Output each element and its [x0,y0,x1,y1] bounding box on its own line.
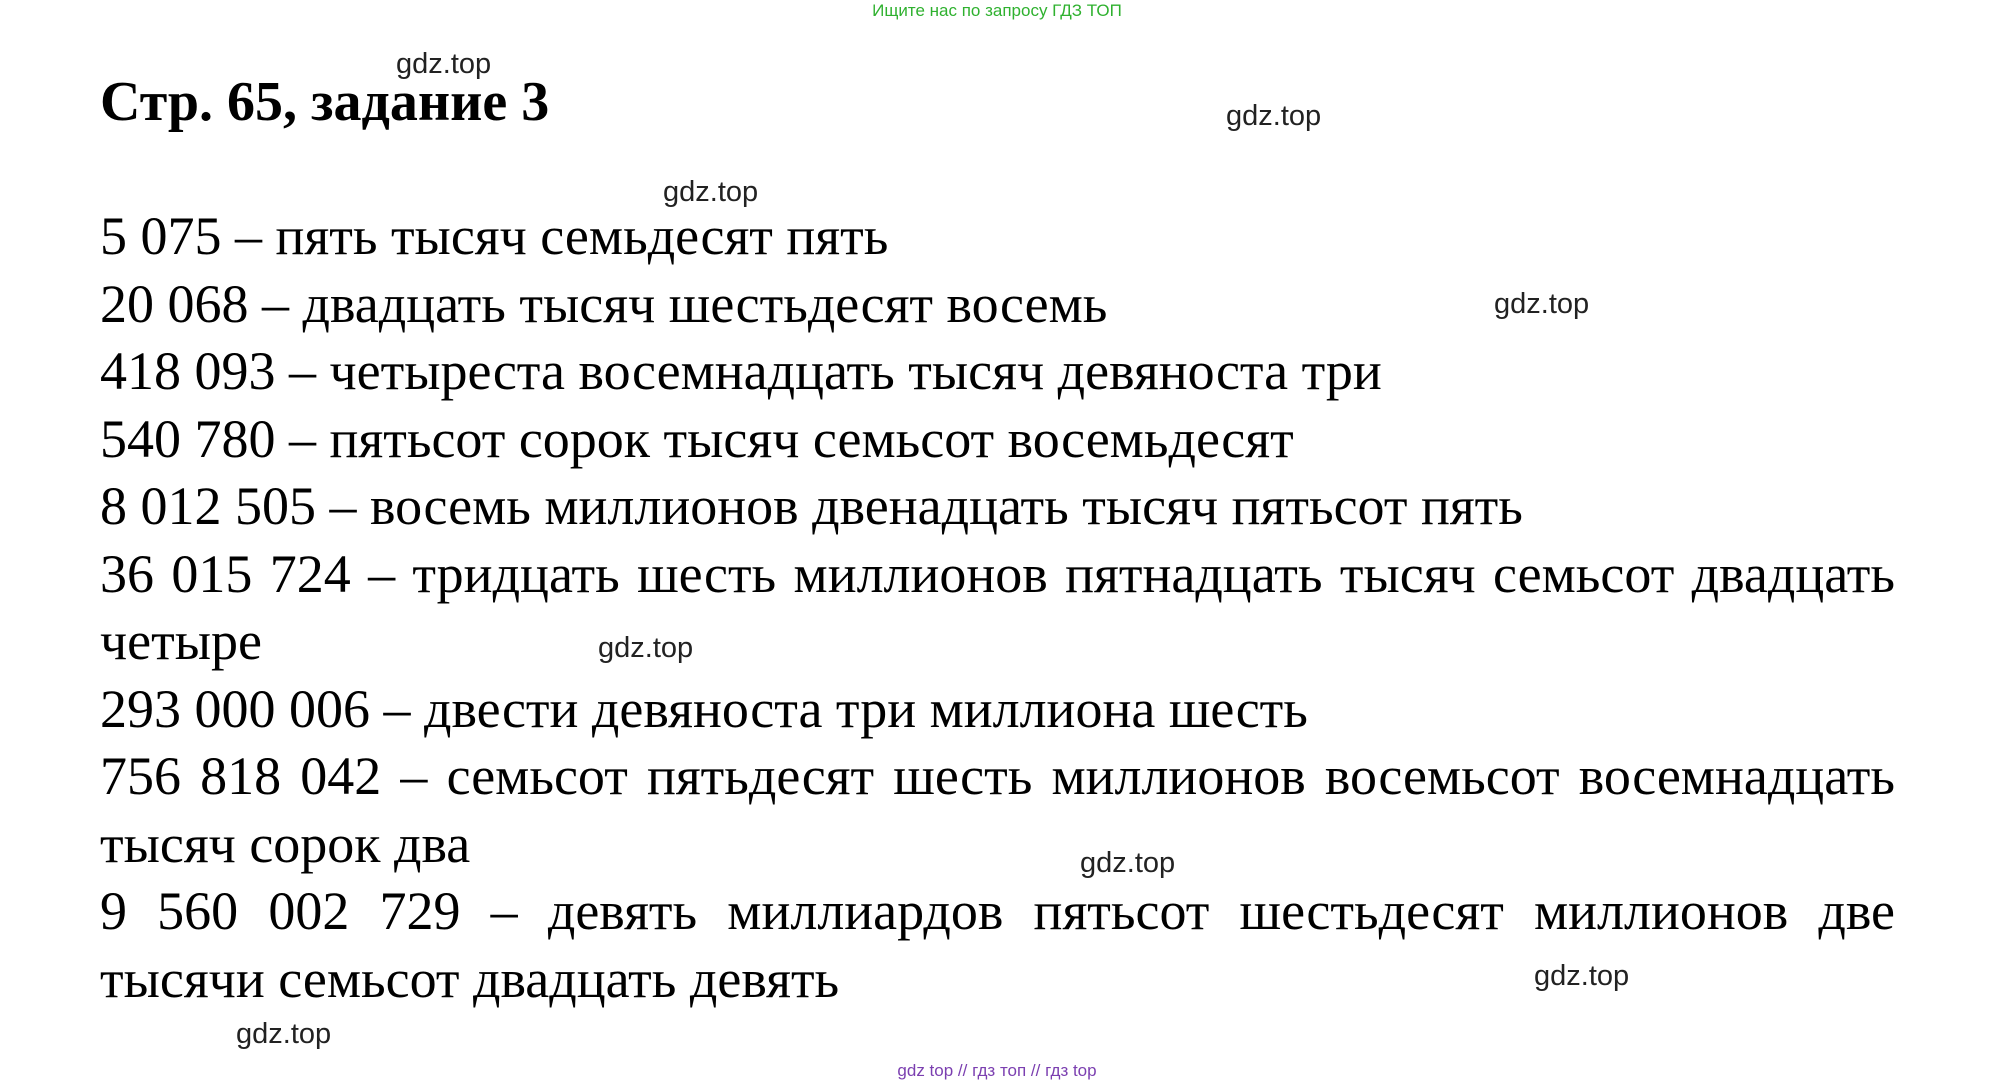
answer-item [100,743,1895,878]
answer-words: девять миллиардов пятьсот шестьдесят миллионов две тысячи семьсот двадцать девять [100,881,1896,1009]
answer-item [100,878,1895,1013]
answer-words: пятьсот сорок тысяч семьсот восемьдесят [329,408,1294,469]
watermark-text: gdz.top [236,1018,332,1050]
answer-dash: – [235,206,262,266]
answer-words: четыреста восемнадцать тысяч девяноста три [329,341,1382,401]
answer-dash: – [329,476,357,536]
watermark-text: gdz.top [396,48,492,80]
answer-words: тридцать шесть миллионов пятнадцать тысяч семьсот двадцать четыре [100,543,1896,671]
watermark-text: gdz.top [1534,960,1630,992]
answer-words: восемь миллионов двенадцать тысяч пятьсот пять [370,476,1523,536]
answer-dash: – [368,543,396,604]
answer-item [100,338,1895,406]
answer-dash: – [383,678,411,739]
answer-item [100,406,1895,474]
answer-number: 5 075 [100,206,222,266]
answer-item [100,473,1895,541]
answer-words: двести девяноста три миллиона шесть [424,678,1308,739]
answer-dash: – [490,881,518,941]
answer-number: 418 093 [100,341,276,401]
search-hint-banner: Ищите нас по запросу ГДЗ ТОП [872,1,1122,20]
answer-number: 20 068 [100,273,249,334]
answer-words: семьсот пятьдесят шесть миллионов восемьсот восемнадцать тысяч сорок два [100,746,1895,874]
answer-number: 293 000 006 [100,678,370,739]
answer-item [100,676,1895,744]
answer-item [100,203,1895,271]
answer-item [100,541,1895,676]
watermark-text: gdz.top [663,176,759,208]
page-title: Стр. 65, задание 3 [100,71,550,133]
answer-number: 9 560 002 729 [100,881,461,941]
answer-list [100,203,1895,1013]
answer-number: 36 015 724 [100,543,351,604]
answer-dash: – [289,341,316,401]
answer-words: пять тысяч семьдесят пять [275,206,889,266]
watermark-text: gdz.top [598,632,694,664]
answer-item [100,271,1895,339]
watermark-text: gdz.top [1080,847,1176,879]
answer-number: 756 818 042 [100,746,382,806]
footer-links: gdz top // гдз топ // гдз top [897,1061,1097,1080]
answer-number: 540 780 [100,408,276,469]
answer-number: 8 012 505 [100,476,316,536]
answer-words: двадцать тысяч шестьдесят восемь [302,273,1108,334]
answer-dash: – [262,273,289,334]
answer-dash: – [400,746,428,806]
watermark-text: gdz.top [1494,288,1590,320]
answer-dash: – [289,408,316,469]
watermark-text: gdz.top [1226,100,1322,132]
